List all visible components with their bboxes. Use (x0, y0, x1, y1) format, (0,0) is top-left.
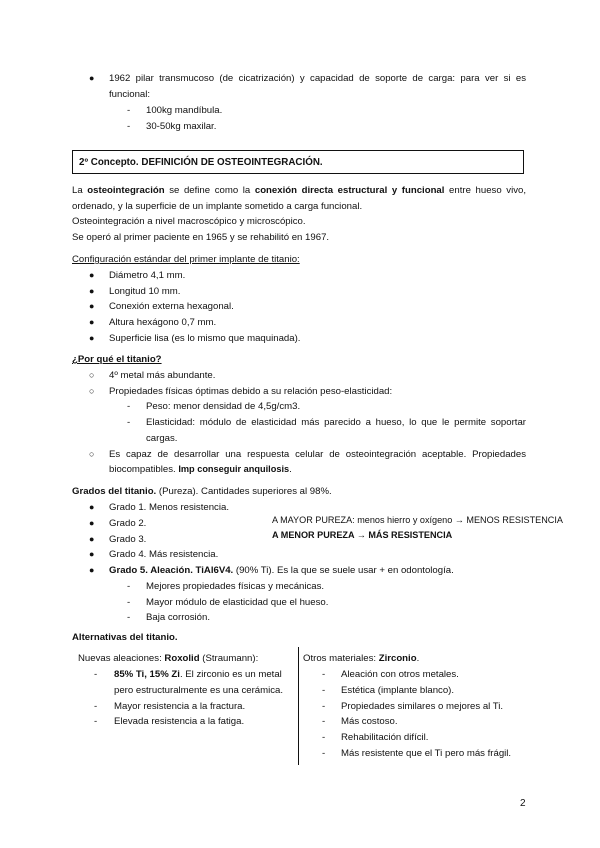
dash-bullet: - (127, 581, 131, 592)
grades-title: Grados del titanio. (72, 486, 157, 497)
left-item-1-text: . El zirconio es un metal (179, 669, 282, 680)
bullet-dot: ● (89, 333, 95, 343)
grade-5 (109, 563, 454, 579)
dash-bullet: - (94, 716, 98, 727)
bullet-dot: ● (89, 301, 95, 311)
config-item-1: Diámetro 4,1 mm. (109, 270, 186, 281)
bullet-dot: ● (89, 270, 95, 280)
why-item-1: 4º metal más abundante. (109, 370, 216, 381)
dash-bullet: - (127, 401, 131, 412)
definition-line-4: Se operó al primer paciente en 1965 y se rehabilitó en 1967. (72, 232, 330, 243)
definition-line-2: ordenado, y la superficie de un implante sometido a carga funcional. (72, 201, 363, 212)
dash-bullet: - (127, 612, 131, 623)
dash-bullet: - (322, 732, 326, 743)
bullet-circle: ○ (89, 370, 95, 380)
why-text: biocompatibles. (109, 464, 179, 475)
left-title-text: (Straumann): (199, 653, 259, 664)
config-item-4: Altura hexágono 0,7 mm. (109, 317, 217, 328)
left-column-title (78, 651, 258, 667)
bullet-dot: ● (89, 502, 95, 512)
config-item-5: Superficie lisa (es lo mismo que maquinada). (109, 333, 301, 344)
dash-bullet: - (94, 701, 98, 712)
left-item-3: Elevada resistencia a la fatiga. (114, 716, 245, 727)
purity-note-1: A MAYOR PUREZA: menos hierro y oxígeno → MENOS RESISTENCIA (272, 515, 563, 525)
dash-bullet: - (127, 105, 131, 116)
why-highlight: Imp conseguir anquilosis (178, 464, 290, 474)
dash-bullet: - (127, 121, 131, 132)
left-item-2: Mayor resistencia a la fractura. (114, 701, 246, 712)
grade-5-text: (90% Ti). Es la que se suele usar + en odontología. (233, 565, 454, 576)
dash-bullet: - (322, 716, 326, 727)
why-sub-1: Peso: menor densidad de 4,5g/cm3. (146, 401, 301, 412)
bullet-dot: ● (89, 518, 95, 528)
bullet-circle: ○ (89, 449, 95, 459)
concept-box (72, 150, 524, 174)
left-title-brand: Roxolid (164, 653, 200, 664)
why-text: . (289, 464, 292, 475)
bullet-dot: ● (89, 317, 95, 327)
dash-bullet: - (127, 417, 131, 428)
grade-1: Grado 1. Menos resistencia. (109, 502, 229, 513)
dash-bullet: - (127, 597, 131, 608)
dash-bullet: - (322, 701, 326, 712)
config-item-2: Longitud 10 mm. (109, 286, 181, 297)
dash-bullet: - (322, 748, 326, 759)
left-title-text: Nuevas aleaciones: (78, 653, 165, 664)
def-text: La (72, 185, 88, 196)
page-number: 2 (520, 798, 526, 809)
why-item-3-line-2 (109, 462, 292, 478)
def-text: entre hueso vivo, (444, 185, 527, 196)
left-item-1 (114, 667, 282, 683)
def-text: se define como la (164, 185, 255, 196)
why-heading: ¿Por qué el titanio? (72, 354, 162, 365)
grade-4: Grado 4. Más resistencia. (109, 549, 219, 560)
config-item-3: Conexión externa hexagonal. (109, 301, 234, 312)
right-title-text: . (416, 653, 420, 664)
alternatives-heading: Alternativas del titanio. (72, 632, 178, 643)
right-item-4: Más costoso. (341, 716, 398, 727)
column-divider (298, 647, 299, 765)
grade-5-sub-3: Baja corrosión. (146, 612, 210, 623)
intro-sub-2: 30-50kg maxilar. (146, 121, 217, 132)
grade-3: Grado 3. (109, 534, 147, 545)
dash-bullet: - (322, 685, 326, 696)
why-item-2: Propiedades físicas óptimas debido a su relación peso-elasticidad: (109, 386, 393, 397)
right-item-6: Más resistente que el Ti pero más frágil. (341, 748, 512, 759)
grade-5-sub-1: Mejores propiedades físicas y mecánicas. (146, 581, 325, 592)
def-term: osteointegración (87, 185, 165, 196)
bullet-dot: ● (89, 73, 95, 83)
right-column-title (303, 651, 419, 667)
config-heading: Configuración estándar del primer implante de titanio: (72, 254, 300, 265)
bullet-dot: ● (89, 565, 95, 575)
concept-title: 2º Concepto. DEFINICIÓN DE OSTEOINTEGRACIÓN. (79, 157, 323, 168)
why-sub-2-line-2: cargas. (146, 433, 178, 444)
definition-line-1 (72, 183, 526, 199)
intro-line-1: 1962 pilar transmucoso (de cicatrización) y capacidad de soporte de carga: para ver si es (109, 73, 526, 84)
left-item-1-line-2: pero estructuralmente es una cerámica. (114, 685, 284, 696)
left-item-1-bold: 85% Ti, 15% Zi (114, 669, 180, 680)
right-title-text: Otros materiales: (303, 653, 379, 664)
grade-5-sub-2: Mayor módulo de elasticidad que el hueso. (146, 597, 329, 608)
right-item-3: Propiedades similares o mejores al Ti. (341, 701, 504, 712)
definition-line-3: Osteointegración a nivel macroscópico y microscópico. (72, 216, 306, 227)
intro-sub-1: 100kg mandíbula. (146, 105, 223, 116)
bullet-dot: ● (89, 549, 95, 559)
grade-2: Grado 2. (109, 518, 147, 529)
grades-heading (72, 484, 332, 500)
why-sub-2-line-1: Elasticidad: módulo de elasticidad más parecido a hueso, lo que le permite soportar (146, 417, 526, 428)
grade-5-title: Grado 5. Aleación. TiAl6V4. (109, 565, 234, 576)
right-item-1: Aleación con otros metales. (341, 669, 459, 680)
right-title-material: Zirconio (378, 653, 417, 664)
why-item-3-line-1: Es capaz de desarrollar una respuesta celular de osteointegración aceptable. Propiedades (109, 449, 526, 460)
dash-bullet: - (322, 669, 326, 680)
right-item-2: Estética (implante blanco). (341, 685, 455, 696)
bullet-dot: ● (89, 286, 95, 296)
def-highlight: conexión directa estructural y funcional (254, 185, 445, 196)
purity-note-2: A MENOR PUREZA → MÁS RESISTENCIA (272, 530, 453, 540)
dash-bullet: - (94, 669, 98, 680)
grades-subtitle: (Pureza). Cantidades superiores al 98%. (156, 486, 332, 497)
intro-line-2: funcional: (109, 89, 151, 100)
bullet-dot: ● (89, 534, 95, 544)
right-item-5: Rehabilitación difícil. (341, 732, 429, 743)
bullet-circle: ○ (89, 386, 95, 396)
